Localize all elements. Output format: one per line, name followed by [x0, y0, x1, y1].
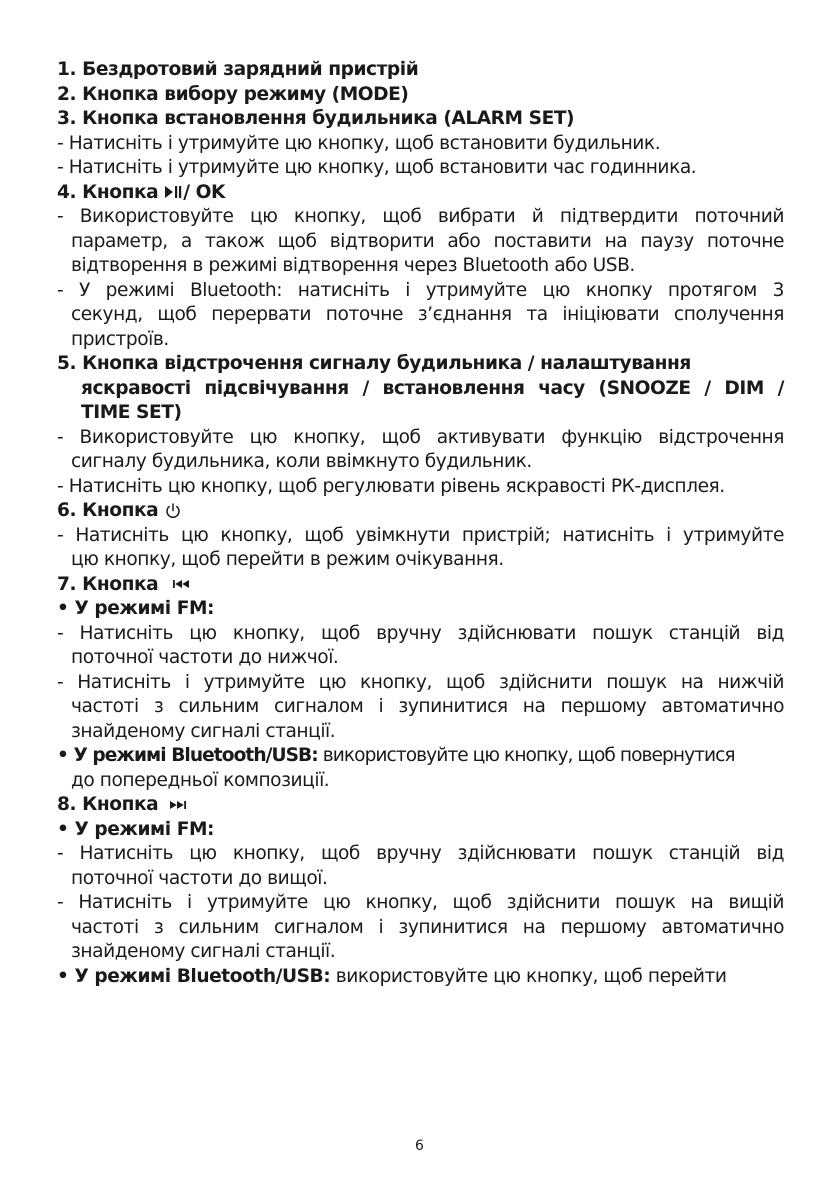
- item-2-heading: 2. Кнопка вибору режиму (MODE): [57, 83, 409, 105]
- item-4-line-3: відтворення в режимі відтворення через Bluetooth або USB.: [71, 255, 635, 276]
- item-8-line-2: поточної частоти до вищої.: [71, 867, 328, 889]
- item-5-line-2: сигналу будильника, коли ввімкнуто будильник.: [71, 451, 532, 472]
- play-pause-icon: [164, 185, 183, 199]
- item-5-line-3: - Натисніть цю кнопку, щоб регулювати рівень яскравості РК-дисплея.: [57, 475, 725, 497]
- previous-track-icon: [172, 579, 192, 589]
- item-8-line-1: - Натисніть цю кнопку, щоб вручну здійснювати пошук станцій від: [57, 843, 784, 864]
- item-3-line-1: - Натисніть і утримуйте цю кнопку, щоб встановити будильник.: [57, 132, 661, 154]
- item-6-heading: [57, 499, 784, 524]
- item-5-line-1: - Використовуйте цю кнопку, щоб активувати функцію відстрочення: [57, 426, 784, 448]
- item-4-line-2: параметр, а також щоб відтворити або поставити на паузу поточне: [71, 230, 784, 252]
- power-icon: [164, 502, 182, 520]
- item-4-line-6: пристроїв.: [71, 328, 169, 350]
- item-8-line-3: - Натисніть і утримуйте цю кнопку, щоб здійснити пошук на вищій: [57, 892, 784, 913]
- item-3-heading: 3. Кнопка встановлення будильника (ALARM SET): [57, 108, 575, 129]
- item-7-line-3: - Натисніть і утримуйте цю кнопку, щоб здійснити пошук на нижчій: [57, 671, 784, 693]
- next-track-icon: [168, 800, 188, 810]
- item-6-prefix: 6. Кнопка: [57, 500, 159, 521]
- item-6-line-1: - Натисніть цю кнопку, щоб увімкнути пристрій; натисніть і утримуйте: [57, 524, 784, 546]
- item-8-line-4: частоті з сильним сигналом і зупинитися на першому автоматично: [71, 916, 784, 938]
- item-8-prefix: 8. Кнопка: [57, 794, 159, 815]
- item-4-heading: [57, 181, 784, 206]
- item-8-heading: [57, 793, 784, 818]
- item-7-line-4: частоті з сильним сигналом і зупинитися на першому автоматично: [71, 696, 784, 717]
- item-4-line-5: секунд, щоб перервати поточне з’єднання та ініціювати сполучення: [71, 304, 784, 325]
- item-8-bt-label: • У режимі Bluetooth/USB:: [57, 965, 331, 987]
- page-number: 6: [415, 1138, 424, 1154]
- item-1-heading: 1. Бездротовий зарядний пристрій: [57, 59, 419, 80]
- item-7-fm-mode: • У режимі FM:: [57, 598, 215, 619]
- item-5-heading-2: яскравості підсвічування / встановлення часу (SNOOZE / DIM /: [81, 377, 784, 399]
- item-7-prefix: 7. Кнопка: [57, 573, 159, 595]
- item-8-bt-text: використовуйте цю кнопку, щоб перейти: [330, 965, 727, 987]
- item-8-line-5: знайденому сигналі станції.: [71, 941, 336, 962]
- item-6-line-2: цю кнопку, щоб перейти в режим очікування.: [71, 549, 504, 570]
- item-3-line-2: - Натисніть і утримуйте цю кнопку, щоб встановити час годинника.: [57, 157, 697, 178]
- item-8-bluetooth-usb: [57, 965, 784, 990]
- item-4-suffix: / OK: [183, 181, 225, 203]
- item-7-bluetooth-usb: [57, 744, 784, 769]
- item-7-line-2: поточної частоти до нижчої.: [71, 647, 339, 668]
- item-7-line-1: - Натисніть цю кнопку, щоб вручну здійснювати пошук станцій від: [57, 622, 784, 644]
- item-7-heading: [57, 573, 784, 598]
- item-4-prefix: 4. Кнопка: [57, 181, 159, 203]
- item-7-bt-line-2: до попередньої композиції.: [71, 769, 330, 791]
- item-7-line-5: знайденому сигналі станції.: [71, 720, 336, 742]
- page-content: [57, 58, 784, 989]
- item-7-bt-text: використовуйте цю кнопку, щоб повернутися: [317, 745, 735, 766]
- item-4-line-1: - Використовуйте цю кнопку, щоб вибрати й підтвердити поточний: [57, 206, 784, 227]
- item-8-fm-mode: • У режимі FM:: [57, 818, 215, 840]
- item-5-heading-3: TIME SET): [81, 402, 182, 423]
- item-5-heading-1: 5. Кнопка відстрочення сигналу будильника / налаштування: [57, 353, 691, 374]
- item-4-line-4: - У режимі Bluetooth: натисніть і утримуйте цю кнопку протягом 3: [57, 279, 784, 301]
- item-7-bt-label: • У режимі Bluetooth/USB:: [57, 745, 318, 766]
